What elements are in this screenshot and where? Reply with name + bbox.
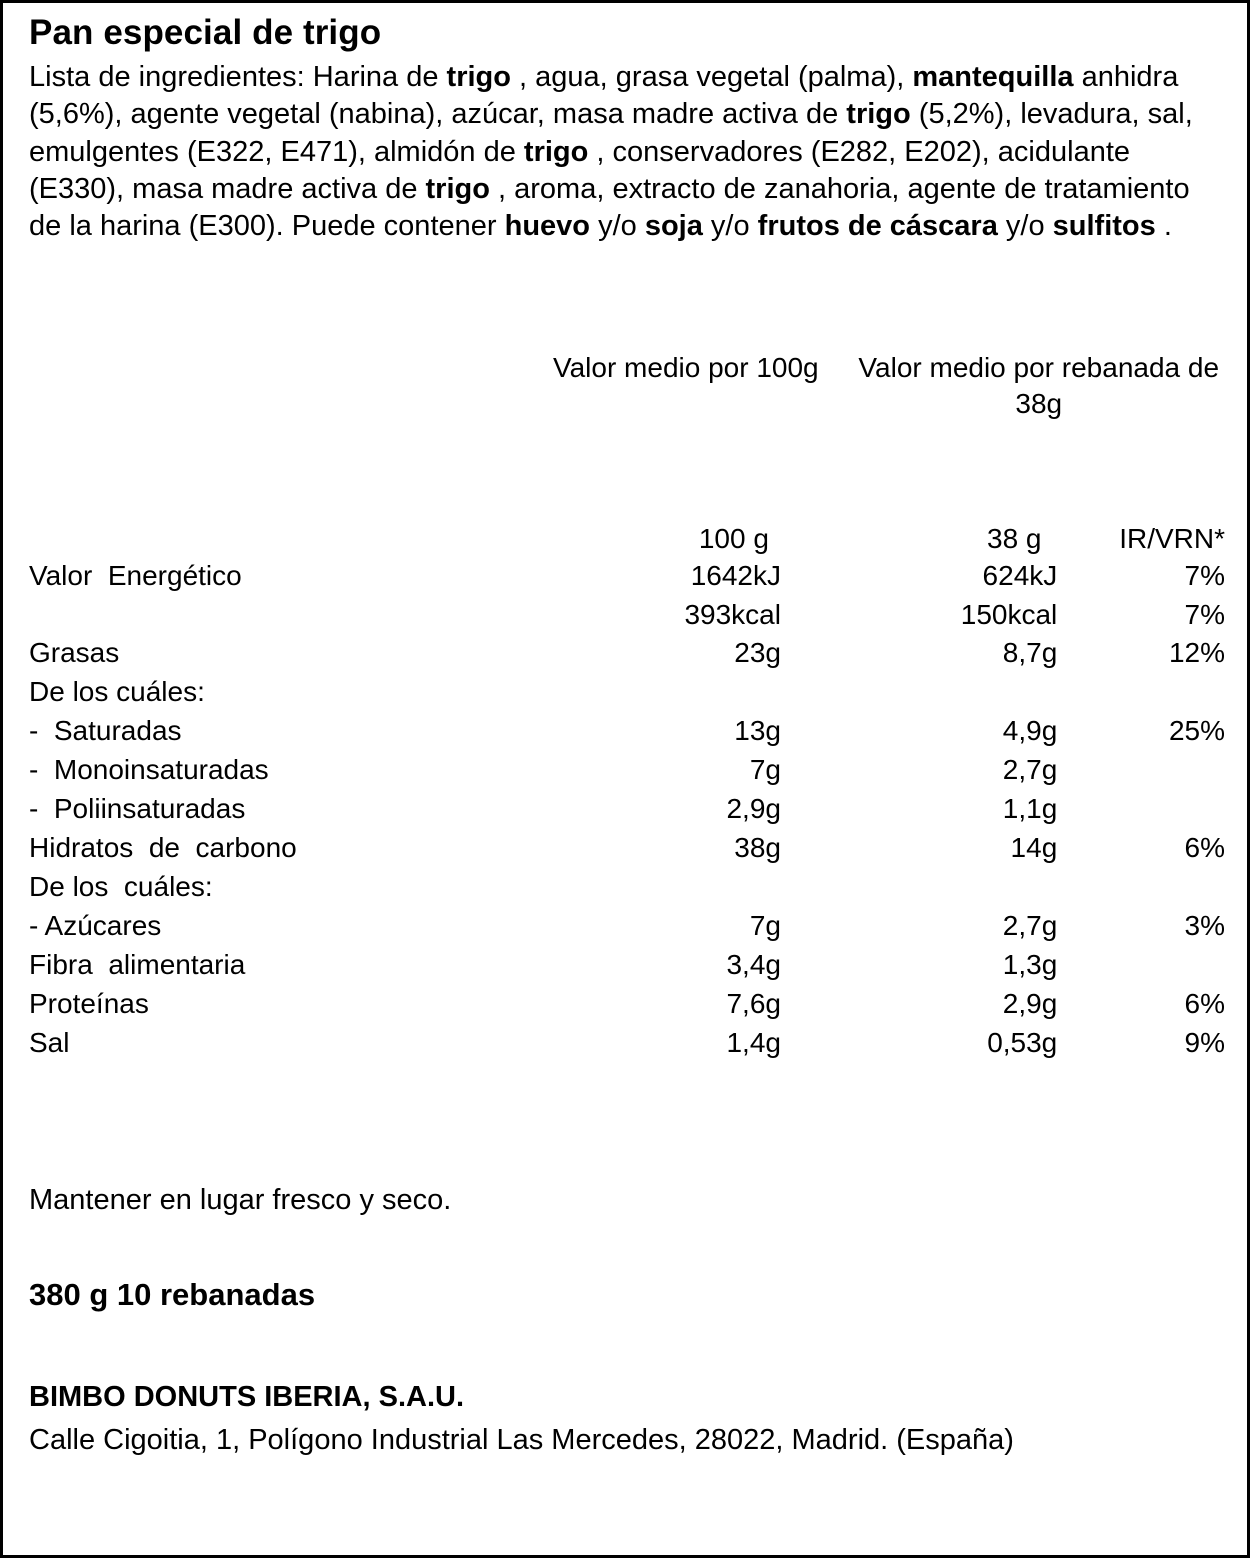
value-per-100g: 393kcal [684,598,781,630]
value-per-100g: 1642kJ [690,559,781,591]
ingredient-allergen: frutos de cáscara [757,210,998,243]
value-ir-vrn [1057,868,1225,907]
ingredient-text: , aroma, extracto de zanahoria, agente de tratamiento de la harina (E300). Puede contener [29,172,1190,243]
ingredients-list [29,59,1225,246]
ingredient-allergen: huevo [504,210,591,243]
value-ir-vrn [1057,673,1225,712]
header-per-100g: Valor medio por 100g [552,351,819,383]
label-footer [29,1181,1225,1460]
value-ir-vrn: 3% [1184,910,1225,942]
table-row [29,751,1225,790]
company-name: BIMBO DONUTS IBERIA, S.A.U. [29,1380,465,1413]
value-per-serving: 0,53g [987,1027,1058,1058]
table-row [29,985,1225,1024]
ingredient-allergen: soja [644,210,703,243]
value-per-serving: 2,9g [1002,988,1058,1020]
ingredient-allergen: mantequilla [912,60,1074,93]
nutrition-table-header [29,350,1225,423]
value-per-serving: 150kcal [960,598,1058,630]
table-row [29,557,1225,596]
value-per-serving: 2,7g [1002,754,1058,786]
nutrient-name: - Azúcares [29,910,162,942]
value-ir-vrn: 6% [1184,988,1225,1020]
nutrient-name: Hidratos de carbono [29,832,297,864]
nutrient-name: Sal [29,1027,70,1058]
table-row [29,790,1225,829]
table-row [29,712,1225,751]
value-ir-vrn [1057,790,1225,829]
value-per-100g: 38g [734,832,781,864]
value-per-100g: 3,4g [726,949,781,981]
units-ir-vrn: IR/VRN* [1119,522,1225,554]
value-per-100g: 13g [734,715,781,747]
ingredient-text: . [1155,210,1172,243]
nutrient-name: - Poliinsaturadas [29,793,246,825]
value-per-100g: 7g [749,910,781,942]
nutrient-name: - Saturadas [29,715,182,747]
value-per-serving [781,868,1057,907]
ingredient-text: Lista de ingredientes: Harina de [29,60,447,93]
units-per-serving: 38 g [987,522,1042,554]
nutrient-name: Valor Energético [29,559,242,591]
ingredient-allergen: trigo [446,60,511,93]
value-per-100g: 2,9g [726,793,781,825]
value-per-serving: 14g [1010,832,1058,864]
nutrient-name: Proteínas [29,988,149,1020]
table-row [29,907,1225,946]
nutrient-name [29,596,524,635]
label-content [3,3,1247,1460]
nutrition-table-body [29,557,1225,1063]
value-ir-vrn: 25% [1168,715,1225,747]
ingredient-allergen: sulfitos [1052,210,1156,243]
ingredient-allergen: trigo [523,135,589,168]
value-per-serving: 1,3g [1002,949,1058,981]
value-per-100g: 7g [749,754,781,786]
nutrient-name: - Monoinsaturadas [29,754,269,786]
value-per-100g: 23g [734,637,781,669]
value-per-serving: 624kJ [982,559,1058,591]
ingredient-text: , conservadores (E282, E202), acidulante (E330), masa madre activa de [29,135,1131,205]
storage-instructions: Mantener en lugar fresco y seco. [29,1183,452,1216]
value-per-serving: 8,7g [1002,637,1058,669]
value-per-100g: 7,6g [726,988,781,1020]
value-per-100g [524,868,781,907]
nutrition-table-block [29,350,1225,1063]
value-per-100g: 1,4g [726,1027,781,1058]
value-ir-vrn: 7% [1184,598,1225,630]
units-label [29,523,516,555]
company-address: Calle Cigoitia, 1, Polígono Industrial Las Mercedes, 28022, Madrid. (España) [29,1424,1014,1457]
nutrient-name: De los cuáles: [29,871,213,903]
nutrient-name: Grasas [29,637,120,669]
nutrition-units-row [29,523,1225,555]
nutrient-name: De los cuáles: [29,676,205,708]
value-per-serving [781,673,1057,712]
table-row [29,946,1225,985]
nutrition-table [29,557,1225,1063]
value-per-serving: 2,7g [1002,910,1058,942]
units-per-100g: 100 g [698,522,769,554]
table-row [29,868,1225,907]
ingredient-allergen: trigo [846,98,911,131]
ingredient-text: y/o [997,210,1053,243]
value-ir-vrn: 9% [1184,1027,1225,1058]
value-ir-vrn: 7% [1184,559,1225,591]
value-per-serving: 4,9g [1002,715,1058,747]
value-ir-vrn: 12% [1168,637,1225,669]
table-row [29,634,1225,673]
value-ir-vrn: 6% [1184,832,1225,864]
nutrient-name: Fibra alimentaria [29,949,246,981]
value-per-100g [524,673,781,712]
ingredient-text: y/o [590,210,645,243]
page-title: Pan especial de trigo [29,13,382,52]
ingredient-text: y/o [702,210,758,243]
ingredient-allergen: trigo [425,172,490,205]
table-row [29,829,1225,868]
ingredient-text: , agua, grasa vegetal (palma), [510,60,913,93]
header-per-serving: Valor medio por rebanada de 38g [858,351,1220,420]
value-per-serving: 1,1g [1002,793,1058,825]
table-row [29,596,1225,635]
table-row [29,673,1225,712]
header-spacer [29,350,519,423]
value-ir-vrn [1057,751,1225,790]
ingredient-text: anhidra (5,6%), agente vegetal (nabina), azúcar, masa madre activa de [29,60,1179,131]
ingredient-text: (5,2%), levadura, sal, emulgentes (E322, E471), almidón de [29,98,1193,168]
value-ir-vrn [1057,946,1225,985]
net-weight: 380 g 10 rebanadas [29,1277,316,1313]
table-row [29,1024,1225,1063]
